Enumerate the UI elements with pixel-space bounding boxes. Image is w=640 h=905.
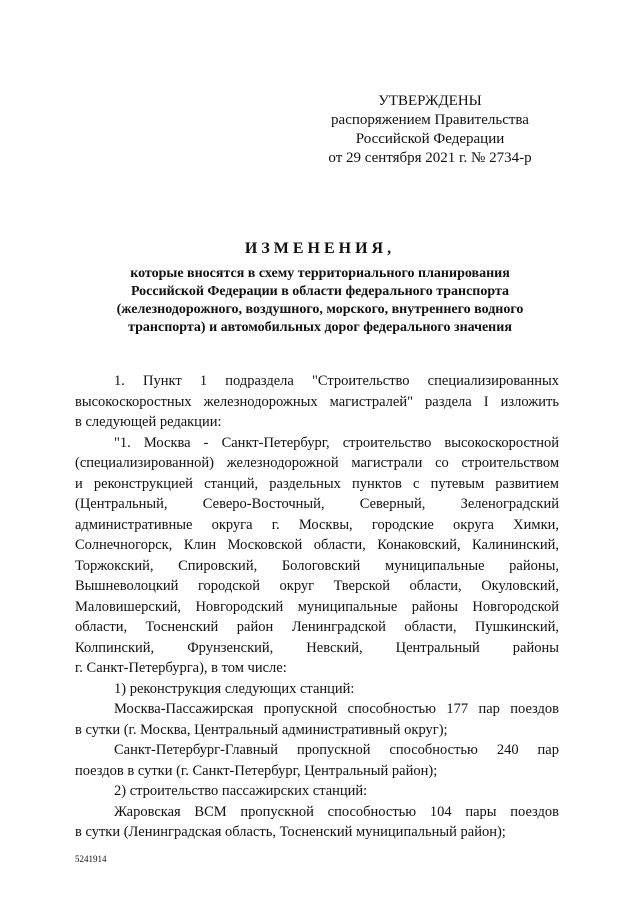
body-line: 1) реконструкция следующих станций: — [114, 680, 355, 697]
document-title: ИЗМЕНЕНИЯ, — [244, 240, 396, 257]
subtitle-line: Российской Федерации в области федерального транспорта — [130, 284, 510, 299]
body-line: Вышневолоцкий городской округ Тверской области, Окуловский, — [75, 578, 559, 594]
body-line: 2) строительство пассажирских станций: — [114, 783, 368, 799]
body-line: в сутки (г. Москва, Центральный административный округ); — [75, 721, 448, 738]
document-code: 5241914 — [75, 854, 107, 864]
body-line: г. Санкт-Петербурга), в том числе: — [75, 660, 287, 676]
body-line: в следующей редакции: — [75, 414, 222, 430]
body-line: Солнечногорск, Клин Московской области, Конаковский, Калининский, — [75, 537, 559, 553]
body-line: Маловишерский, Новгородский муниципальные районы Новгородской — [75, 598, 559, 615]
subtitle-line: которые вносятся в схему территориального планирования — [130, 266, 510, 281]
body-line: Москва-Пассажирская пропускной способностью 177 пар поездов — [114, 701, 559, 717]
approval-block — [300, 92, 560, 168]
body-line: Санкт-Петербург-Главный пропускной способностью 240 пар — [114, 742, 559, 758]
approval-date-number: от 29 сентября 2021 г. № 2734-р — [328, 150, 532, 166]
approval-line: распоряжением Правительства — [331, 112, 529, 128]
body-line: Колпинский, Фрунзенский, Невский, Центральный районы — [75, 639, 559, 656]
approval-heading: УТВЕРЖДЕНЫ — [378, 93, 482, 109]
body-line: (специализированной) железнодорожной магистрали со строительством — [75, 455, 559, 471]
document-subtitle — [80, 265, 560, 337]
body-line: и реконструкцией станций, раздельных пунктов с путевым развитием — [75, 475, 559, 492]
subtitle-line: (железнодорожного, воздушного, морского, внутреннего водного — [116, 302, 524, 317]
subtitle-line: транспорта) и автомобильных дорог федерального значения — [128, 320, 512, 335]
body-line: (Центральный, Северо-Восточный, Северный, Зеленоградский — [75, 496, 559, 512]
document-body — [75, 371, 559, 843]
body-line: области, Тосненский район Ленинградской области, Пушкинский, — [75, 619, 559, 635]
body-line: административные округа г. Москвы, городские округа Химки, — [75, 516, 559, 533]
body-line: высокоскоростных железнодорожных магистралей" раздела I изложить — [75, 393, 559, 410]
body-line: 1. Пункт 1 подраздела "Строительство специализированных — [114, 373, 559, 389]
body-line: в сутки (Ленинградская область, Тосненский муниципальный район); — [75, 824, 506, 840]
body-line: поездов в сутки (г. Санкт-Петербург, Центральный район); — [75, 762, 438, 779]
body-line: Жаровская ВСМ пропускной способностью 104 пары поездов — [114, 803, 559, 820]
approval-line: Российской Федерации — [355, 131, 505, 147]
body-line: "1. Москва - Санкт-Петербург, строительство высокоскоростной — [114, 434, 559, 451]
body-line: Торжокский, Спировский, Бологовский муниципальные районы, — [75, 557, 559, 574]
